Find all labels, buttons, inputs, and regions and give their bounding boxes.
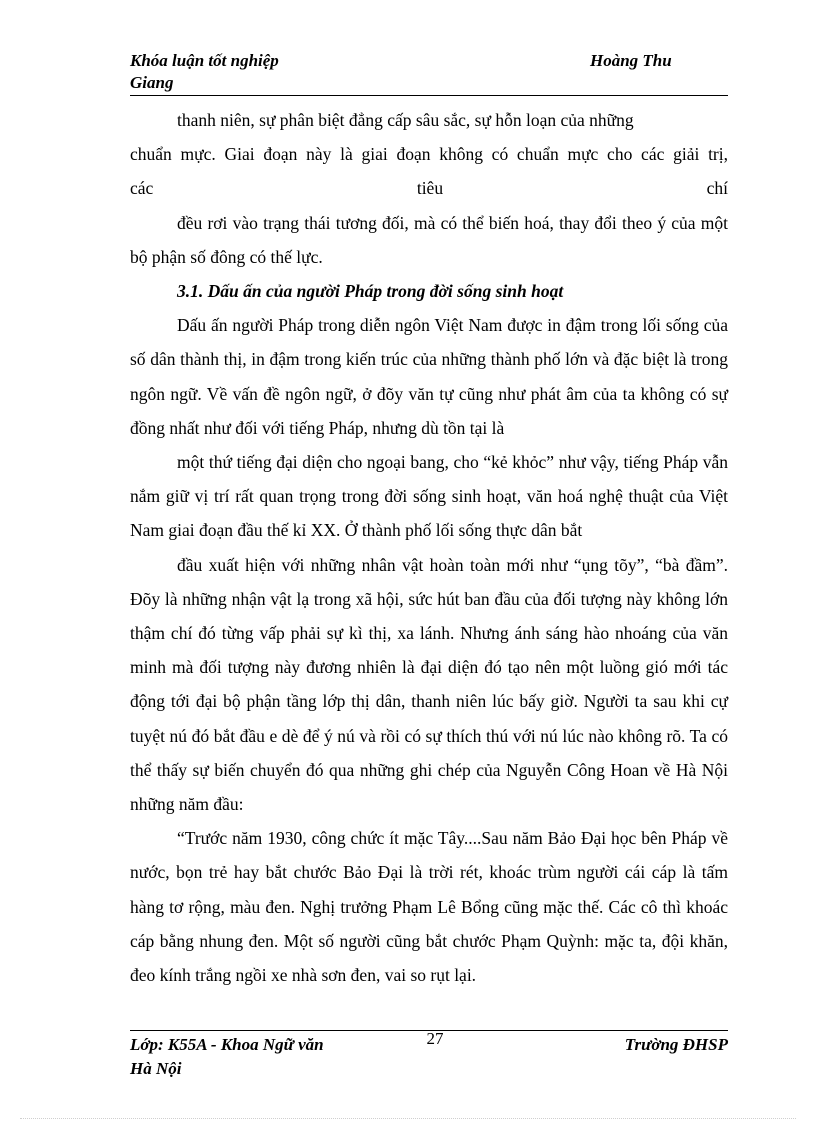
body-text: [130, 103, 728, 992]
quote-paragraph: “Trước năm 1930, công chức ít mặc Tây....Sau năm Bảo Đại học bên Pháp về nước, bọn trẻ hay bắt chước Bảo Đại là trời rét, khoác trùm người cái cáp là tấm hàng tơ rộng, màu đen. Nghị trưởng Phạm Lê Bổng cũng mặc thế. Các cô thì khoác cáp bằng nhung đen. Một số người cũng bắt chước Phạm Quỳnh: mặc ta, đội khăn, đeo kính trắng ngồi xe nhà sơn đen, vai so rụt lại.: [130, 828, 728, 986]
section-heading: 3.1. Dấu ấn của người Pháp trong đời sống sinh hoạt: [177, 281, 564, 302]
footer-city: Hà Nội: [130, 1059, 182, 1078]
footer-left: [130, 1033, 390, 1081]
paragraph: một thứ tiếng đại diện cho ngoại bang, cho “kẻ khỏc” như vậy, tiếng Pháp vẫn nắm giữ vị trí rất quan trọng trong đời sống sinh hoạt, văn hoá nghệ thuật của Việt Nam giai đoạn đầu thế kỉ XX. Ở thành phố lối sống thực dân bắt: [130, 452, 728, 541]
footer-university: Trường ĐHSP: [624, 1035, 728, 1054]
header-divider: [130, 95, 728, 96]
paragraph: đều rơi vào trạng thái tương đối, mà có thể biến hoá, thay đổi theo ý của một bộ phận số đông có thế lực.: [130, 212, 728, 267]
paragraph: Dấu ấn người Pháp trong diễn ngôn Việt Nam được in đậm trong lối sống của số dân thành thị, in đậm trong kiến trúc của những thành phố lớn và đặc biệt là trong ngôn ngữ. Về vấn đề ngôn ngữ, ở đõy văn tự cũng như phát âm của ta không có sự đồng nhất như đối với tiếng Pháp, nhưng dù tồn tại là: [130, 315, 728, 438]
paragraph: đầu xuất hiện với những nhân vật hoàn toàn mới như “ụng tõy”, “bà đầm”. Đõy là những nhận vật lạ trong xã hội, sức hút ban đầu của đối tượng này không lớn thậm chí đó từng vấp phải sự kì thị, xa lánh. Nhưng ánh sáng hào nhoáng của văn minh mà đối tượng này đương nhiên là đại diện đó tạo nên một luồng gió mới tác động tới đại bộ phận tầng lớp thị dân, thanh niên lúc bấy giờ. Người ta sau khi cự tuyệt nú đó bắt đầu e dè để ý nú và rồi có sự thích thú với nú lúc nào không rõ. Ta có thể thấy sự biến chuyển đó qua những ghi chép của Nguyễn Công Hoan về Hà Nội những năm đầu:: [130, 554, 728, 815]
header-left: [130, 50, 430, 94]
page-number: 27: [426, 1029, 444, 1048]
header-author-name: Hoàng Thu: [590, 51, 672, 70]
paragraph-line: chuẩn mực. Giai đoạn này là giai đoạn không có chuẩn mực cho các giải trị,: [130, 144, 728, 165]
header-author-surname: Giang: [130, 73, 174, 92]
paragraph-line: các tiêu chí: [130, 178, 728, 199]
page-bottom-dotted-line: [20, 1118, 796, 1119]
footer-class-info: Lớp: K55A - Khoa Ngữ văn: [130, 1035, 324, 1054]
header-thesis-title: Khóa luận tốt nghiệp: [130, 51, 279, 70]
paragraph-line: thanh niên, sự phân biệt đẳng cấp sâu sắc, sự hỗn loạn của những: [177, 110, 634, 130]
